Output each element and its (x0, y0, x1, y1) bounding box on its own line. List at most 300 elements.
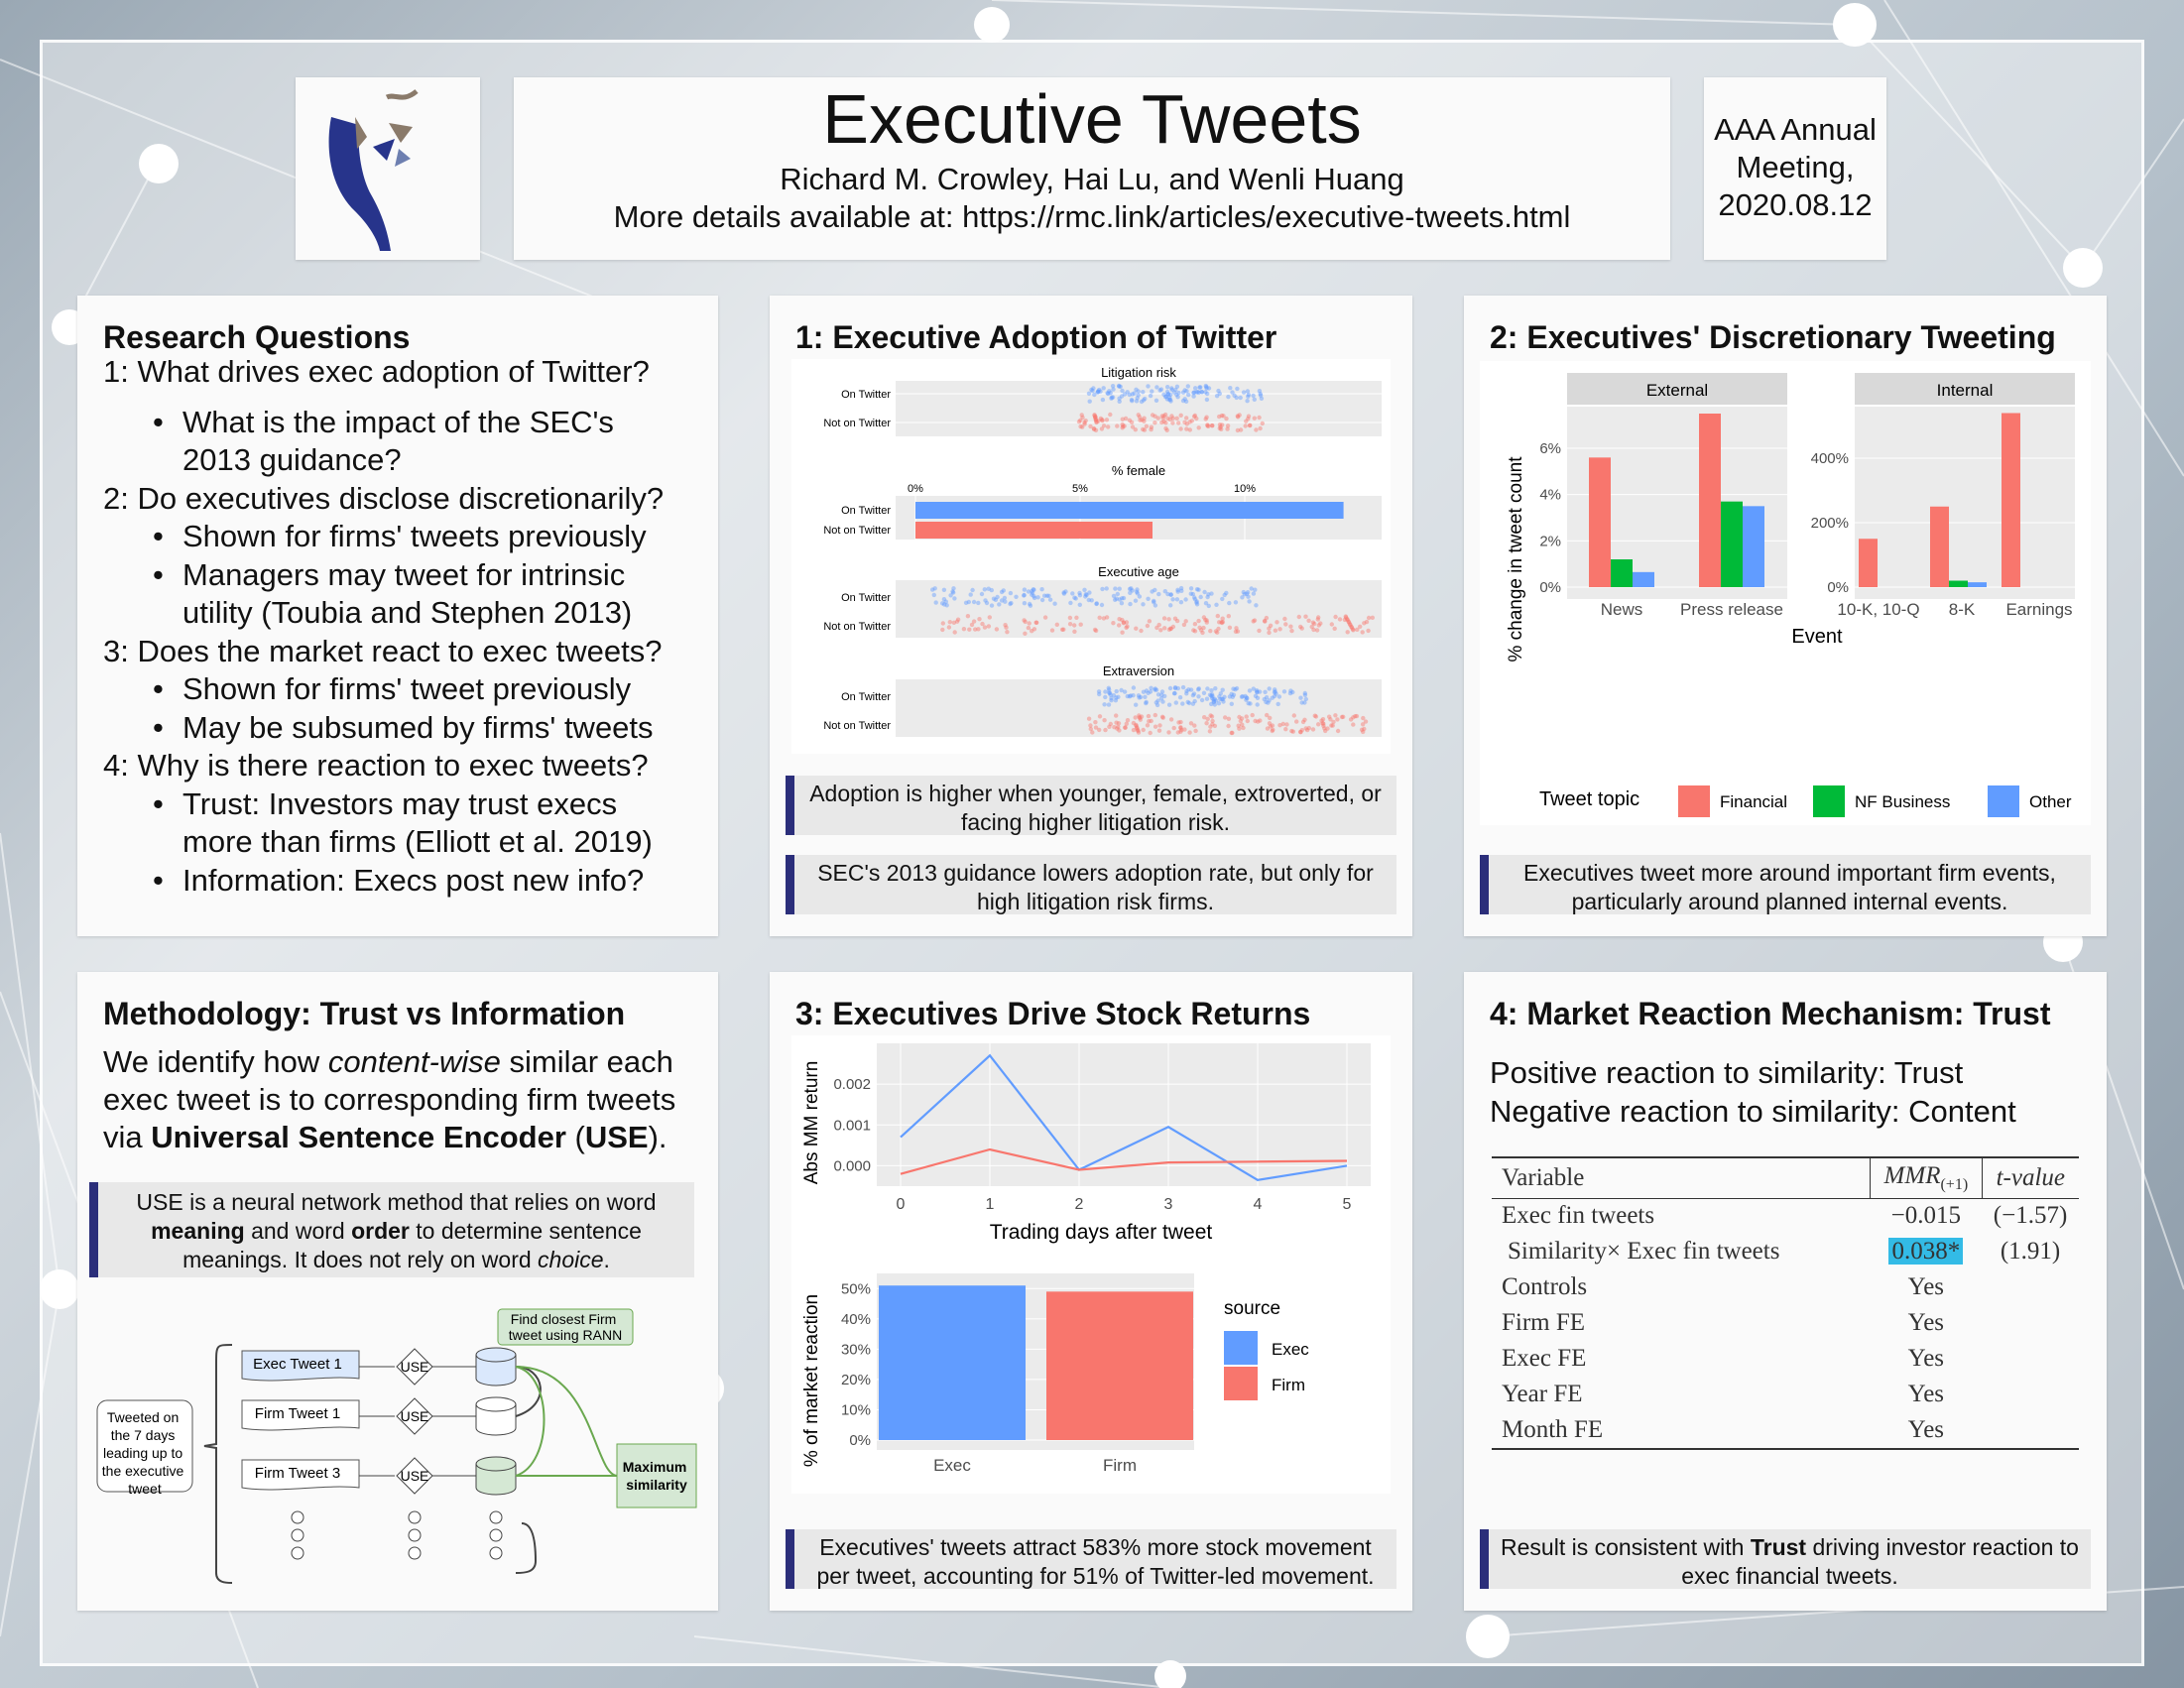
scatter-point (1156, 592, 1160, 596)
scatter-point (1246, 389, 1250, 393)
scatter-point (1154, 399, 1158, 403)
scatter-point (1282, 617, 1286, 621)
scatter-point (952, 596, 956, 600)
table-cell: Yes (1907, 1381, 1945, 1407)
scatter-point (1208, 629, 1212, 633)
tick-label: 6% (1539, 440, 1561, 457)
x-tick-label: Earnings (2005, 600, 2073, 619)
facet-label: Internal (1936, 381, 1994, 400)
bar (1633, 572, 1654, 587)
scatter-point (1156, 416, 1160, 420)
scatter-point (1118, 587, 1122, 591)
scatter-point (1254, 603, 1258, 607)
scatter-point (1205, 697, 1209, 701)
scatter-point (1080, 424, 1084, 428)
scatter-point (1213, 686, 1217, 690)
scatter-point (1313, 714, 1317, 718)
scatter-point (1335, 717, 1339, 721)
legend-label: Exec (1272, 1340, 1309, 1359)
scatter-point (1128, 602, 1132, 606)
scatter-point (1283, 622, 1287, 626)
returns-chart (791, 1035, 1391, 1494)
scatter-point (1181, 399, 1185, 403)
scatter-point (1216, 614, 1220, 618)
row-label: On Twitter (841, 691, 891, 703)
scatter-point (1216, 389, 1220, 393)
scatter-point (1311, 727, 1315, 731)
scatter-point (1343, 618, 1347, 622)
scatter-point (1208, 729, 1212, 733)
scatter-point (1102, 423, 1106, 427)
meeting-line-2: Meeting, (1736, 150, 1855, 184)
scatter-point (1253, 417, 1257, 421)
tick-label: 0.000 (833, 1157, 871, 1175)
scatter-point (1218, 426, 1222, 430)
scatter-point (1163, 426, 1167, 430)
scatter-point (1248, 701, 1252, 705)
legend-swatch-exec (1224, 1331, 1258, 1365)
scatter-point (940, 601, 944, 605)
bar (1930, 507, 1949, 587)
scatter-point (1366, 629, 1370, 633)
scatter-point (1200, 631, 1204, 635)
scatter-point (1153, 687, 1156, 691)
scatter-point (956, 618, 960, 622)
discretionary-callout: Executives tweet more around important firm events, particularly around planned internal events. (1480, 855, 2091, 914)
scatter-point (1209, 693, 1213, 697)
scatter-point (1160, 715, 1164, 719)
scatter-point (1115, 689, 1119, 693)
research-bullet: 2013 guidance? (182, 442, 402, 477)
scatter-point (1146, 624, 1150, 628)
scatter-point (1171, 625, 1175, 629)
meeting-line-1: AAA Annual (1714, 112, 1877, 147)
table-cell (1982, 1377, 2079, 1412)
tick-label: 0% (1827, 579, 1849, 596)
scatter-point (1247, 415, 1251, 419)
returns-callout: Executives' tweets attract 583% more stock movement per tweet, accounting for 51% of Twitter-led movement. (786, 1529, 1396, 1589)
scatter-point (1146, 597, 1150, 601)
scatter-point (1077, 420, 1081, 423)
scatter-point (1167, 703, 1171, 707)
scatter-point (1178, 726, 1182, 730)
scatter-point (1239, 396, 1243, 400)
scatter-point (1253, 398, 1257, 402)
panel-title: 3: Executives Drive Stock Returns (795, 996, 1311, 1031)
scatter-point (1094, 428, 1098, 432)
diagram-max-similarity: Maximum similarity (622, 1459, 687, 1493)
scatter-point (990, 603, 994, 607)
scatter-point (1170, 421, 1174, 424)
scatter-point (1123, 725, 1127, 729)
scatter-point (1254, 694, 1258, 698)
scatter-point (1102, 386, 1106, 390)
scatter-point (1100, 418, 1104, 422)
mechanism-panel (1464, 972, 2107, 1611)
table-cell (1982, 1341, 2079, 1377)
facet-label: Executive age (1098, 564, 1179, 579)
scatter-point (1246, 719, 1250, 723)
scatter-point (1142, 728, 1146, 732)
tick-label: 200% (1810, 515, 1849, 532)
scatter-point (1150, 425, 1153, 429)
tick-label: 0% (908, 483, 923, 495)
table-variable: Month FE (1502, 1416, 1604, 1443)
bar (1699, 414, 1721, 587)
tick-label: 30% (840, 1341, 871, 1359)
scatter-point (1029, 604, 1032, 608)
scatter-point (970, 623, 974, 627)
scatter-point (1124, 626, 1128, 630)
scatter-point (1153, 603, 1157, 607)
scatter-point (1052, 602, 1056, 606)
scatter-point (950, 589, 954, 593)
y-axis-label: % change in tweet count (1506, 456, 1526, 663)
scatter-point (1072, 596, 1076, 600)
scatter-point (1271, 723, 1274, 727)
scatter-point (1172, 691, 1176, 695)
scatter-point (1196, 694, 1200, 698)
scatter-point (1367, 616, 1371, 620)
scatter-point (1263, 690, 1267, 694)
scatter-point (1003, 596, 1007, 600)
scatter-point (1200, 390, 1204, 394)
table-variable: Exec FE (1502, 1345, 1587, 1372)
scatter-point (1186, 687, 1190, 691)
scatter-point (1128, 587, 1132, 591)
table-variable: Controls (1502, 1273, 1588, 1300)
scatter-point (1256, 702, 1260, 706)
scatter-point (1112, 725, 1116, 729)
diagram-firm-tweet: Firm Tweet 3 (254, 1465, 341, 1482)
scatter-point (1303, 691, 1307, 695)
scatter-point (1135, 399, 1139, 403)
scatter-point (1101, 398, 1105, 402)
scatter-point (1205, 398, 1209, 402)
tick-label: 2 (1074, 1196, 1084, 1213)
methodology-diagram (77, 1305, 718, 1603)
scatter-point (1123, 689, 1127, 693)
bullet-icon: • (153, 862, 164, 898)
bar (1949, 581, 1968, 588)
scatter-point (1245, 399, 1249, 403)
legend-title: source (1224, 1298, 1281, 1319)
scatter-point (1074, 616, 1078, 620)
tick-label: 2% (1539, 533, 1561, 550)
scatter-point (1224, 591, 1228, 595)
bar (1611, 559, 1633, 587)
scatter-point (1151, 413, 1154, 417)
scatter-point (1330, 622, 1334, 626)
scatter-point (1261, 422, 1265, 425)
tick-label: 4 (1253, 1196, 1263, 1213)
scatter-point (1115, 423, 1119, 427)
table-cell: (−1.57) (1993, 1202, 2068, 1230)
scatter-point (1186, 384, 1190, 388)
scatter-point (1157, 723, 1161, 727)
scatter-point (1284, 722, 1288, 726)
scatter-point (1023, 601, 1027, 605)
tick-label: 0.001 (833, 1117, 871, 1135)
scatter-point (1090, 598, 1094, 602)
scatter-point (1165, 385, 1169, 389)
scatter-point (1265, 713, 1269, 717)
scatter-point (1202, 715, 1206, 719)
scatter-point (1009, 591, 1013, 595)
bar (2002, 414, 2020, 588)
scatter-point (1093, 720, 1097, 724)
scatter-point (1072, 630, 1076, 634)
row-label: Not on Twitter (823, 621, 891, 633)
scatter-point (1163, 421, 1167, 424)
scatter-point (1048, 598, 1052, 602)
scatter-point (1170, 388, 1174, 392)
tick-label: 0.002 (833, 1076, 871, 1094)
scatter-point (976, 627, 980, 631)
legend-swatch-other (1988, 785, 2019, 817)
scatter-point (1361, 722, 1365, 726)
scatter-point (1169, 592, 1173, 596)
bar (1859, 539, 1878, 587)
facet-label: Litigation risk (1101, 365, 1176, 380)
scatter-point (1186, 700, 1190, 704)
adoption-panel (770, 296, 1412, 936)
research-question: 4: Why is there reaction to exec tweets? (103, 748, 649, 783)
scatter-point (1196, 588, 1200, 592)
scatter-point (1175, 597, 1179, 601)
bar-exec (879, 1285, 1026, 1440)
table-cell: Yes (1907, 1273, 1945, 1300)
scatter-point (952, 621, 956, 625)
scatter-point (1158, 628, 1162, 632)
table-cell: Yes (1907, 1309, 1945, 1336)
scatter-point (1149, 394, 1153, 398)
scatter-point (1232, 394, 1236, 398)
scatter-point (1088, 400, 1092, 404)
scatter-point (1147, 719, 1151, 723)
scatter-point (1298, 696, 1302, 700)
scatter-point (1157, 729, 1161, 733)
scatter-point (1087, 392, 1091, 396)
table-cell: (1.91) (2000, 1238, 2061, 1265)
scatter-point (1336, 729, 1340, 733)
scatter-point (1107, 725, 1111, 729)
research-questions-panel (77, 296, 718, 936)
scatter-point (1124, 417, 1128, 421)
poster-details-link[interactable]: More details available at: https://rmc.link/articles/executive-tweets.html (613, 199, 1571, 234)
scatter-point (1244, 420, 1248, 423)
scatter-point (1027, 626, 1031, 630)
scatter-point (1050, 628, 1054, 632)
scatter-point (1250, 586, 1254, 590)
scatter-point (1226, 395, 1230, 399)
scatter-point (1175, 417, 1179, 421)
scatter-point (1143, 427, 1147, 431)
tick-label: 1 (985, 1196, 995, 1213)
scatter-point (1360, 728, 1364, 732)
scatter-point (1179, 589, 1183, 593)
scatter-point (1351, 722, 1355, 726)
scatter-point (1141, 602, 1145, 606)
poster-authors: Richard M. Crowley, Hai Lu, and Wenli Huang (780, 162, 1404, 196)
scatter-point (1000, 590, 1004, 594)
table-row (1492, 1377, 2079, 1412)
scatter-point (1267, 631, 1271, 635)
scatter-point (1139, 718, 1143, 722)
scatter-point (1240, 695, 1244, 699)
scatter-point (1079, 623, 1083, 627)
scatter-point (1111, 621, 1115, 625)
scatter-point (1089, 388, 1093, 392)
scatter-point (1227, 601, 1231, 605)
tick-label: 50% (840, 1280, 871, 1298)
scatter-point (1273, 687, 1276, 691)
research-bullet: Information: Execs post new info? (182, 862, 645, 898)
scatter-point (1210, 423, 1214, 427)
scatter-point (1312, 622, 1316, 626)
scatter-point (1178, 695, 1182, 699)
scatter-point (1196, 619, 1200, 623)
scatter-point (1189, 586, 1193, 590)
scatter-point (1303, 615, 1307, 619)
table-variable: Year FE (1502, 1381, 1583, 1407)
scatter-point (995, 627, 999, 631)
scatter-point (1317, 623, 1321, 627)
row-label: On Twitter (841, 592, 891, 604)
scatter-point (1269, 624, 1273, 628)
tick-label: 20% (840, 1371, 871, 1388)
scatter-point (1128, 419, 1132, 422)
scatter-point (1105, 418, 1109, 422)
research-bullet: Shown for firms' tweet previously (182, 671, 632, 706)
scatter-point (1297, 615, 1301, 619)
scatter-point (1292, 713, 1296, 717)
row-label: On Twitter (841, 389, 891, 401)
scatter-point (1134, 599, 1138, 603)
scatter-point (964, 601, 968, 605)
scatter-point (1358, 625, 1362, 629)
scatter-point (1214, 603, 1218, 607)
scatter-point (1114, 713, 1118, 717)
scatter-point (1097, 692, 1101, 696)
scatter-point (1162, 616, 1166, 620)
scatter-point (1145, 700, 1149, 704)
scatter-point (1137, 730, 1141, 734)
scatter-point (1156, 692, 1160, 696)
scatter-point (1338, 617, 1342, 621)
scatter-point (1089, 727, 1093, 731)
scatter-point (1132, 728, 1136, 732)
scatter-point (1040, 598, 1044, 602)
scatter-point (980, 622, 984, 626)
scatter-point (1014, 595, 1018, 599)
scatter-point (1210, 719, 1214, 723)
scatter-point (1255, 689, 1259, 693)
scatter-point (1102, 718, 1106, 722)
scatter-point (1202, 691, 1206, 695)
scatter-point (970, 588, 974, 592)
scatter-point (1009, 601, 1013, 605)
scatter-point (932, 593, 936, 597)
scatter-point (1298, 625, 1302, 629)
table-header: Variable (1502, 1163, 1585, 1191)
scatter-point (1108, 413, 1112, 417)
scatter-point (1213, 697, 1217, 701)
scatter-point (1146, 723, 1150, 727)
row-label: Not on Twitter (823, 418, 891, 429)
tick-label: 40% (840, 1310, 871, 1328)
scatter-point (1200, 698, 1204, 702)
x-axis-label: Event (1791, 626, 1843, 648)
title-box (514, 77, 1670, 260)
research-bullet: Shown for firms' tweets previously (182, 519, 647, 553)
scatter-point (1189, 721, 1193, 725)
scatter-point (1132, 391, 1136, 395)
scatter-point (1253, 719, 1257, 723)
use-callout: USE is a neural network method that relies on word meaning and word order to determine sentence meanings. It does not rely on word choice. (89, 1182, 694, 1277)
methodology-panel (77, 972, 718, 1611)
scatter-point (1105, 391, 1109, 395)
scatter-point (1202, 590, 1206, 594)
scatter-point (1333, 713, 1337, 717)
scatter-point (1240, 723, 1244, 727)
legend-swatch-firm (1224, 1367, 1258, 1400)
scatter-point (1125, 722, 1129, 726)
scatter-point (1333, 627, 1337, 631)
scatter-point (1082, 588, 1086, 592)
bar-not-on-twitter (915, 522, 1153, 539)
scatter-point (1271, 696, 1274, 700)
mechanism-line-1: Positive reaction to similarity: Trust (1490, 1055, 1964, 1090)
legend-label: Firm (1272, 1376, 1305, 1394)
panel-title: 2: Executives' Discretionary Tweeting (1490, 319, 2056, 355)
scatter-point (1132, 685, 1136, 689)
scatter-point (1179, 600, 1183, 604)
scatter-point (1221, 699, 1225, 703)
scatter-point (1022, 618, 1026, 622)
panel-title: 4: Market Reaction Mechanism: Trust (1490, 996, 2051, 1031)
scatter-point (1168, 603, 1172, 607)
scatter-point (1260, 397, 1264, 401)
scatter-point (1169, 717, 1173, 721)
scatter-point (1288, 625, 1292, 629)
scatter-point (1204, 721, 1208, 725)
research-bullet: What is the impact of the SEC's (182, 404, 614, 439)
scatter-point (1106, 424, 1110, 428)
scatter-point (1039, 587, 1043, 591)
highlighted-coefficient: 0.038* (1888, 1238, 1963, 1265)
bullet-icon: • (153, 709, 164, 745)
scatter-point (1175, 588, 1179, 592)
scatter-point (1157, 388, 1161, 392)
scatter-point (1184, 416, 1188, 420)
scatter-point (1154, 385, 1158, 389)
scatter-point (1068, 616, 1072, 620)
scatter-point (1230, 692, 1234, 696)
scatter-point (1191, 394, 1195, 398)
adoption-chart (791, 359, 1391, 754)
scatter-point (1055, 623, 1059, 627)
legend-swatch-nf-business (1813, 785, 1845, 817)
scatter-point (1168, 686, 1172, 690)
table-row (1492, 1341, 2079, 1377)
discretionary-chart (1480, 361, 2091, 825)
meeting-line-3: 2020.08.12 (1718, 187, 1873, 222)
x-tick-label: News (1600, 600, 1643, 619)
table-variable: Exec fin tweets (1502, 1202, 1655, 1230)
scatter-point (1227, 614, 1231, 618)
scatter-point (1109, 696, 1113, 700)
